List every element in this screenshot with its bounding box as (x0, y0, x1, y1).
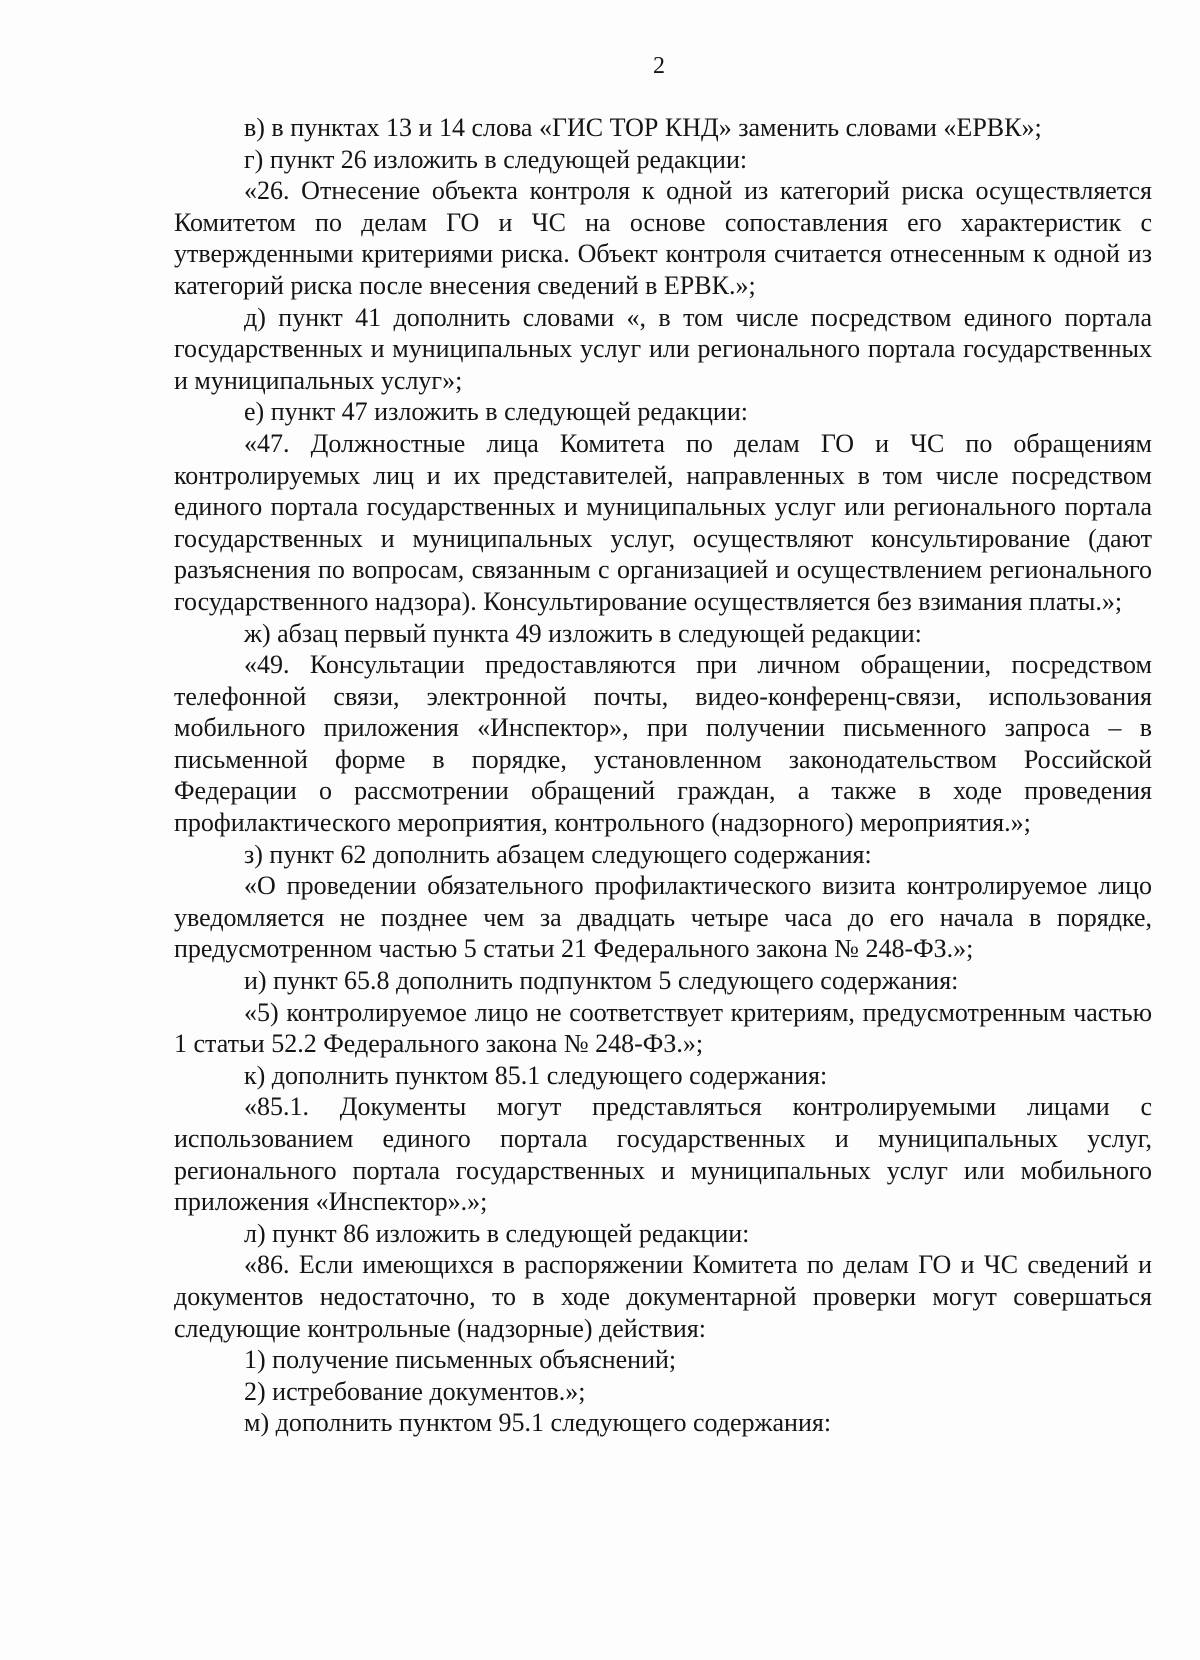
paragraph-item-k: к) дополнить пунктом 85.1 следующего содержания: (244, 1060, 828, 1090)
paragraph-item-d: д) пункт 41 дополнить словами «, в том числе посредством единого портала государственных и муниципальных услуг или регионального портала государственных и муниципальных услуг»; (174, 302, 1152, 395)
paragraph-quote-86: «86. Если имеющихся в распоряжении Комитета по делам ГО и ЧС сведений и документов недостаточно, то в ходе документарной проверки могут совершаться следующие контрольные (надзорные) действия: (174, 1250, 1152, 1343)
paragraph-quote-62: «О проведении обязательного профилактического визита контролируемое лицо уведомляется не позднее чем за двадцать четыре часа до его начала в порядке, предусмотренном частью 5 статьи 21 Федерального закона № 248-ФЗ.»; (174, 871, 1152, 964)
paragraph-item-e: е) пункт 47 изложить в следующей редакции: (244, 397, 748, 427)
document-body (174, 112, 1152, 1439)
paragraph-item-m: м) дополнить пунктом 95.1 следующего содержания: (244, 1408, 832, 1438)
paragraph-subitem-1: 1) получение письменных объяснений; (244, 1345, 677, 1375)
paragraph-quote-47: «47. Должностные лица Комитета по делам ГО и ЧС по обращениям контролируемых лиц и их представителей, направленных в том числе посредством единого портала государственных и муниципальных услуг или регионального портала государственных и муниципальных услуг, осуществляют консультирование (дают разъяснения по вопросам, связанным с организацией и осуществлением регионального государственного надзора). Консультирование осуществляется без взимания платы.»; (174, 428, 1152, 616)
paragraph-item-z: з) пункт 62 дополнить абзацем следующего содержания: (244, 839, 872, 869)
paragraph-item-g: г) пункт 26 изложить в следующей редакции: (244, 144, 748, 174)
paragraph-item-i: и) пункт 65.8 дополнить подпунктом 5 следующего содержания: (244, 966, 959, 996)
paragraph-quote-65-8: «5) контролируемое лицо не соответствует критериям, предусмотренным частью 1 статьи 52.2 Федерального закона № 248-ФЗ.»; (174, 997, 1152, 1059)
paragraph-quote-26: «26. Отнесение объекта контроля к одной из категорий риска осуществляется Комитетом по делам ГО и ЧС на основе сопоставления его характеристик с утвержденными критериями риска. Объект контроля считается отнесенным к одной из категорий риска после внесения сведений в ЕРВК.»; (174, 176, 1152, 300)
page-number: 2 (653, 53, 665, 79)
paragraph-item-l: л) пункт 86 изложить в следующей редакции: (244, 1218, 750, 1248)
paragraph-quote-49: «49. Консультации предоставляются при личном обращении, посредством телефонной связи, электронной почты, видео-конференц-связи, использования мобильного приложения «Инспектор», при получении письменного запроса – в письменной форме в порядке, установленном законодательством Российской Федерации о рассмотрении обращений граждан, а также в ходе проведения профилактического мероприятия, контрольного (надзорного) мероприятия.»; (174, 650, 1152, 838)
paragraph-item-zh: ж) абзац первый пункта 49 изложить в следующей редакции: (244, 618, 922, 648)
paragraph-subitem-2: 2) истребование документов.»; (244, 1376, 586, 1406)
paragraph-quote-85-1: «85.1. Документы могут представляться контролируемыми лицами с использованием единого портала государственных и муниципальных услуг, регионального портала государственных и муниципальных услуг или мобильного приложения «Инспектор».»; (174, 1092, 1152, 1217)
paragraph-item-v: в) в пунктах 13 и 14 слова «ГИС ТОР КНД» заменить словами «ЕРВК»; (244, 113, 1042, 142)
